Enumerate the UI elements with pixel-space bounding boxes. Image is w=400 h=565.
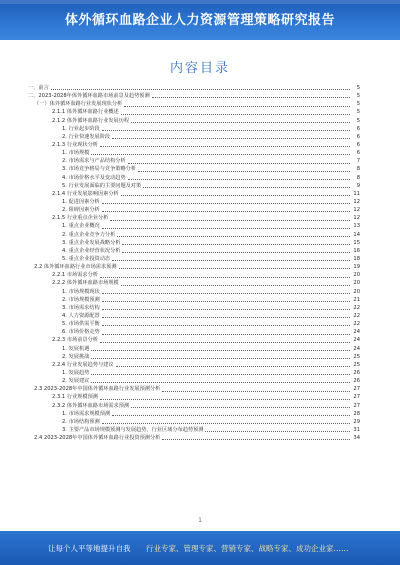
- toc-leader-dots: [102, 200, 350, 205]
- toc-entry-page: 5: [356, 109, 360, 116]
- toc-leader-dots: [100, 395, 350, 400]
- page-header-banner: [0, 0, 400, 40]
- toc-entry-title: 2.3 2023-2028年中国体外循环血路行业发展预测分析: [34, 386, 161, 393]
- toc-entry-title: 4. 重点企业经营状况分析: [62, 247, 121, 254]
- toc-entry-title: 3. 主要产品市场规模预测与发展趋势，行业区域分布趋势预测: [62, 426, 204, 433]
- toc-entry-title: 6. 市场价格走势: [62, 329, 100, 336]
- toc-entry-page: 20: [353, 280, 360, 287]
- toc-entry-page: 27: [353, 394, 360, 401]
- toc-entry-title: 2.1.1 体外循环血路行业概述: [52, 109, 119, 116]
- toc-entry-page: 6: [356, 150, 360, 157]
- toc-entry-title: 2. 市场结构预测: [62, 418, 100, 425]
- toc-entry[interactable]: [28, 108, 360, 116]
- toc-entry[interactable]: [28, 353, 360, 361]
- toc-leader-dots: [91, 346, 350, 351]
- toc-entry-page: 12: [353, 207, 360, 214]
- toc-entry[interactable]: [28, 174, 360, 182]
- toc-leader-dots: [162, 436, 350, 441]
- toc-entry-title: 2. 行业快速发展阶段: [62, 133, 111, 140]
- toc-entry[interactable]: [28, 214, 360, 222]
- toc-leader-dots: [122, 240, 350, 245]
- footer-tagline: 行业专家、管理专家、营销专家、战略专家、成功企业家……: [146, 544, 349, 553]
- toc-entry-title: 2. 重点企业竞争力分析: [62, 231, 116, 238]
- toc-leader-dots: [102, 224, 350, 229]
- toc-entry[interactable]: [28, 100, 360, 108]
- toc-entry-title: （一）体外循环血路行业发展现状分析: [34, 101, 123, 108]
- toc-entry-title: 2.4 2023-2028年中国体外循环血路行业投资预测分析: [34, 435, 161, 442]
- toc-entry[interactable]: [28, 157, 360, 165]
- toc-entry-page: 6: [356, 133, 360, 140]
- toc-entry-title: 2. 阻碍因素分析: [62, 207, 100, 214]
- toc-entry-page: 24: [353, 345, 360, 352]
- toc-leader-dots: [91, 354, 350, 359]
- toc-entry-title: 2.2 体外循环血路行业市场需求预测: [34, 264, 117, 271]
- toc-entry[interactable]: [28, 239, 360, 247]
- toc-entry-title: 1. 市场规模现状: [62, 288, 100, 295]
- toc-entry-title: 2.1.5 行业重点企业分析: [52, 215, 109, 222]
- footer-slogan: 让每个人平等地提升自我: [48, 544, 131, 553]
- toc-entry[interactable]: [28, 206, 360, 214]
- toc-entry[interactable]: [28, 125, 360, 133]
- toc-leader-dots: [131, 403, 350, 408]
- toc-leader-dots: [121, 192, 350, 197]
- toc-leader-dots: [102, 420, 350, 425]
- toc-leader-dots: [102, 127, 350, 132]
- toc-entry-page: 20: [353, 288, 360, 295]
- toc-entry-page: 26: [353, 369, 360, 376]
- toc-entry-page: 15: [353, 239, 360, 246]
- toc-entry-title: 2.2.3 市场前景分析: [52, 337, 98, 344]
- toc-entry-page: 7: [356, 158, 360, 165]
- toc-entry[interactable]: [28, 165, 360, 173]
- toc-entry[interactable]: [28, 263, 360, 271]
- toc-leader-dots: [100, 143, 350, 148]
- toc-entry[interactable]: [28, 410, 360, 418]
- toc-entry-title: 2. 市场需求与产品结构分析: [62, 158, 126, 165]
- toc-entry[interactable]: [28, 198, 360, 206]
- toc-leader-dots: [100, 273, 350, 278]
- toc-entry[interactable]: [28, 133, 360, 141]
- toc-leader-dots: [102, 322, 350, 327]
- toc-entry[interactable]: [28, 328, 360, 336]
- toc-leader-dots: [162, 387, 350, 392]
- toc-entry-title: 1. 市场规模: [62, 150, 90, 157]
- toc-entry[interactable]: [28, 84, 360, 92]
- toc-entry-page: 31: [353, 426, 360, 433]
- toc-leader-dots: [152, 94, 350, 99]
- toc-entry[interactable]: [28, 377, 360, 385]
- toc-leader-dots: [122, 249, 350, 254]
- toc-entry-title: 1. 发展机遇: [62, 345, 90, 352]
- toc-entry[interactable]: [28, 247, 360, 255]
- toc-entry-title: 2.1.3 行业现状分析: [52, 142, 98, 149]
- toc-leader-dots: [138, 167, 350, 172]
- toc-entry-page: 5: [356, 85, 360, 92]
- toc-entry-title: 2.2.1 市场需求分析: [52, 272, 98, 279]
- toc-entry-page: 27: [353, 386, 360, 393]
- toc-leader-dots: [121, 110, 350, 115]
- toc-leader-dots: [143, 184, 350, 189]
- toc-entry-title: 2.1.2 体外循环血路行业发展历程: [52, 117, 130, 124]
- toc-entry-title: 3. 重点企业发展战略分析: [62, 239, 121, 246]
- toc-leader-dots: [112, 411, 350, 416]
- toc-entry[interactable]: [28, 426, 360, 434]
- toc-entry[interactable]: [28, 271, 360, 279]
- toc-entry[interactable]: [28, 312, 360, 320]
- toc-entry-page: 25: [353, 361, 360, 368]
- toc-entry[interactable]: [28, 222, 360, 230]
- toc-leader-dots: [91, 371, 350, 376]
- toc-entry[interactable]: [28, 288, 360, 296]
- toc-entry-page: 18: [353, 256, 360, 263]
- toc-entry[interactable]: [28, 345, 360, 353]
- toc-entry-page: 14: [353, 231, 360, 238]
- toc-leader-dots: [112, 257, 350, 262]
- toc-entry-page: 9: [356, 182, 360, 189]
- toc-leader-dots: [102, 297, 350, 302]
- table-of-contents: [28, 84, 360, 442]
- toc-entry[interactable]: [28, 92, 360, 100]
- toc-entry-title: 2.2.4 行业发展趋势与建议: [52, 361, 114, 368]
- toc-entry[interactable]: [28, 401, 360, 409]
- toc-entry-page: 22: [353, 321, 360, 328]
- toc-entry-page: 12: [353, 215, 360, 222]
- toc-leader-dots: [117, 232, 350, 237]
- toc-entry[interactable]: [28, 182, 360, 190]
- toc-entry[interactable]: [28, 141, 360, 149]
- toc-entry-title: 3. 市场竞争格局与竞争策略分析: [62, 166, 137, 173]
- toc-entry-page: 8: [356, 166, 360, 173]
- toc-entry[interactable]: [28, 190, 360, 198]
- toc-heading: 内容目录: [169, 61, 230, 76]
- toc-entry-page: 13: [353, 223, 360, 230]
- toc-entry[interactable]: [28, 361, 360, 369]
- page-number: 1: [198, 517, 202, 524]
- toc-entry-page: 5: [356, 101, 360, 108]
- toc-entry-title: 4. 人力资源配置: [62, 313, 100, 319]
- toc-entry-page: 29: [353, 418, 360, 425]
- toc-leader-dots: [131, 118, 350, 123]
- toc-entry-title: 4. 市场价格水平及变动趋势: [62, 174, 126, 181]
- toc-entry-page: 11: [353, 190, 360, 197]
- toc-entry[interactable]: [28, 320, 360, 328]
- toc-entry-page: 6: [356, 142, 360, 149]
- toc-leader-dots: [205, 428, 350, 433]
- toc-entry[interactable]: [28, 279, 360, 287]
- toc-leader-dots: [119, 265, 350, 270]
- toc-entry[interactable]: [28, 393, 360, 401]
- toc-leader-dots: [128, 175, 350, 180]
- toc-entry-page: 16: [353, 247, 360, 254]
- toc-entry[interactable]: [28, 149, 360, 157]
- toc-leader-dots: [100, 338, 350, 343]
- toc-entry[interactable]: [28, 117, 360, 125]
- toc-entry-title: 2.3.1 行业规模预测: [52, 394, 98, 401]
- toc-entry-title: 2. 市场规模预测: [62, 296, 100, 303]
- toc-entry-title: 2.2.2 体外循环血路市场规模: [52, 280, 119, 287]
- toc-entry[interactable]: [28, 369, 360, 377]
- toc-entry-page: 24: [353, 329, 360, 336]
- toc-leader-dots: [128, 159, 350, 164]
- toc-leader-dots: [110, 216, 350, 221]
- toc-entry[interactable]: [28, 304, 360, 312]
- toc-leader-dots: [116, 363, 350, 368]
- toc-entry-title: 2.1.4 行业发展影响因素分析: [52, 190, 119, 197]
- toc-entry-page: 6: [356, 125, 360, 132]
- toc-entry-title: 1. 市场需求规模预测: [62, 410, 111, 417]
- toc-entry[interactable]: [28, 231, 360, 239]
- toc-entry-page: 25: [353, 353, 360, 360]
- toc-entry-title: 1. 促进因素分析: [62, 199, 100, 206]
- toc-entry[interactable]: [28, 296, 360, 304]
- toc-leader-dots: [121, 281, 350, 286]
- toc-entry-page: 21: [353, 296, 360, 303]
- toc-leader-dots: [112, 135, 350, 140]
- toc-entry-title: 3. 市场需求结构: [62, 304, 100, 311]
- toc-leader-dots: [91, 151, 350, 156]
- toc-entry-title: 1. 重点企业概况: [62, 223, 100, 230]
- toc-entry-page: 22: [353, 313, 360, 319]
- toc-leader-dots: [124, 102, 350, 107]
- toc-leader-dots: [102, 306, 350, 311]
- toc-entry-title: 2. 发展挑战: [62, 353, 90, 360]
- toc-entry-page: 5: [356, 93, 360, 100]
- toc-leader-dots: [102, 289, 350, 294]
- toc-leader-dots: [51, 86, 350, 91]
- toc-leader-dots: [102, 314, 350, 319]
- toc-entry-page: 24: [353, 337, 360, 344]
- toc-entry[interactable]: [28, 434, 360, 442]
- toc-entry-page: 34: [353, 435, 360, 442]
- toc-entry-title: 2. 发展建议: [62, 378, 90, 385]
- toc-entry[interactable]: [28, 418, 360, 426]
- toc-entry-page: 27: [353, 402, 360, 409]
- toc-entry[interactable]: [28, 385, 360, 393]
- report-title: 体外循环血路企业人力资源管理策略研究报告: [64, 13, 335, 28]
- toc-leader-dots: [102, 208, 350, 213]
- toc-entry-title: 二、2023-2028年体外循环血路市场前景及趋势预测: [28, 93, 150, 100]
- toc-entry-title: 2.3.2 体外循环血路市场需求预测: [52, 402, 130, 409]
- toc-entry-title: 1. 行业起步阶段: [62, 125, 100, 132]
- toc-entry-title: 5. 行业发展面临的主要问题及对策: [62, 182, 142, 189]
- toc-entry[interactable]: [28, 255, 360, 263]
- toc-entry-title: 1. 发展趋势: [62, 369, 90, 376]
- toc-entry-title: 5. 市场供需平衡: [62, 321, 100, 328]
- toc-entry-page: 8: [356, 174, 360, 181]
- toc-entry-page: 12: [353, 199, 360, 206]
- toc-leader-dots: [91, 379, 350, 384]
- toc-entry-page: 28: [353, 410, 360, 417]
- toc-leader-dots: [102, 330, 350, 335]
- toc-entry-page: 26: [353, 378, 360, 385]
- toc-entry-title: 5. 重点企业投资动态: [62, 256, 111, 263]
- toc-entry-page: 22: [353, 304, 360, 311]
- toc-entry[interactable]: [28, 336, 360, 344]
- toc-entry-page: 20: [353, 272, 360, 279]
- page-footer-banner: [0, 531, 400, 565]
- toc-entry-page: 5: [356, 117, 360, 124]
- toc-entry-page: 19: [353, 264, 360, 271]
- toc-entry-title: 一、前言: [28, 85, 49, 92]
